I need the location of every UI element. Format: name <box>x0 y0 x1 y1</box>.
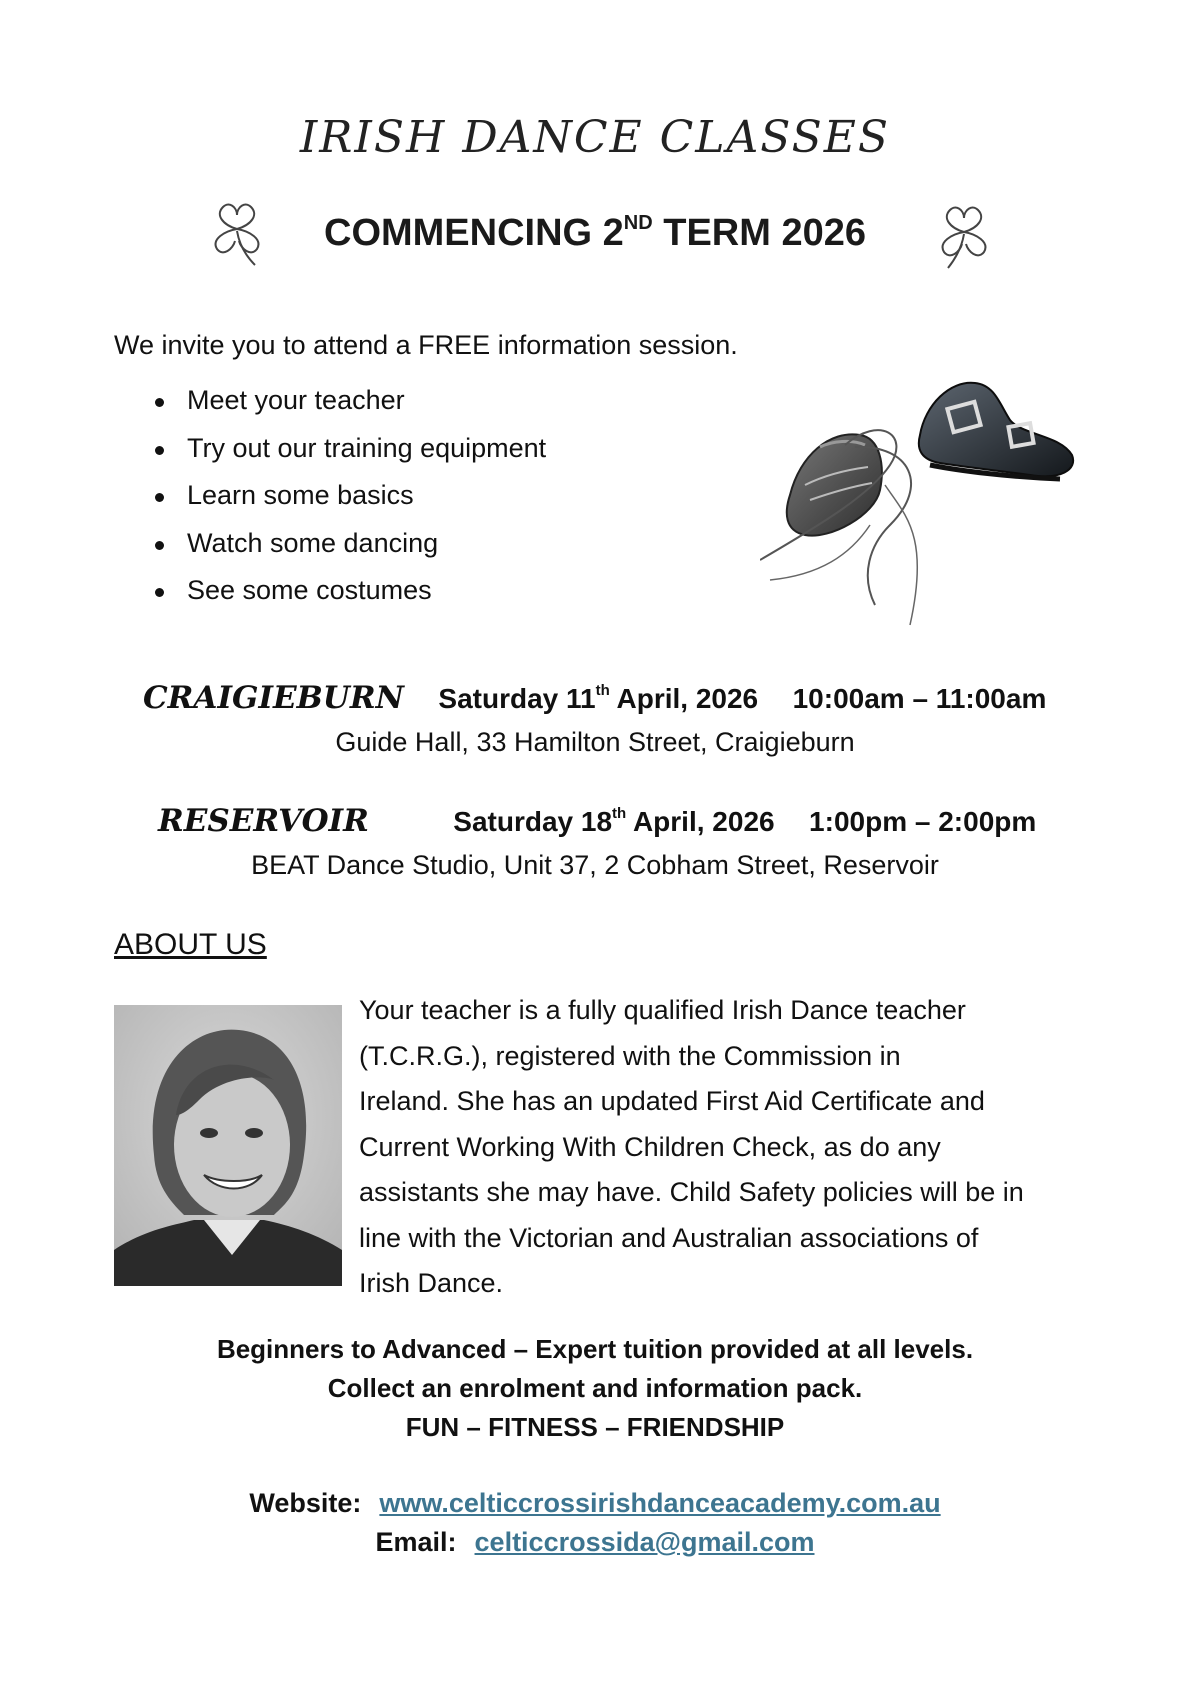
about-line: (T.C.R.G.), registered with the Commission in <box>359 1040 901 1071</box>
tagline: Collect an enrolment and information pack. <box>327 1373 863 1403</box>
list-item: Try out our training equipment <box>155 433 546 481</box>
shamrock-icon <box>205 195 269 269</box>
about-line: Ireland. She has an updated First Aid Certificate and <box>359 1086 985 1116</box>
subtitle-prefix: COMMENCING 2 <box>324 212 624 254</box>
tagline: FUN – FITNESS – FRIENDSHIP <box>405 1412 785 1442</box>
page-title: IRISH DANCE CLASSES <box>299 112 891 163</box>
about-text <box>359 988 1089 1307</box>
page-subtitle <box>0 212 1190 255</box>
date-prefix: Saturday 18 <box>453 806 613 837</box>
website-label: Website: <box>249 1488 362 1518</box>
email-line <box>0 1527 1190 1558</box>
session-reservoir <box>158 803 1036 839</box>
email-label: Email: <box>375 1527 457 1557</box>
subtitle-superscript: ND <box>623 212 653 234</box>
date-superscript: th <box>595 682 610 699</box>
session-venue: BEAT Dance Studio, Unit 37, 2 Cobham Street, Reservoir <box>251 850 939 880</box>
session-time: 1:00pm – 2:00pm <box>809 806 1037 837</box>
email-link[interactable]: celticcrossida@gmail.com <box>474 1527 815 1557</box>
session-date <box>453 806 774 837</box>
website-link[interactable]: www.celticcrossirishdanceacademy.com.au <box>379 1488 941 1518</box>
about-line: Your teacher is a fully qualified Irish Dance teacher <box>359 995 966 1025</box>
date-prefix: Saturday 11 <box>438 683 596 714</box>
session-time: 10:00am – 11:00am <box>792 683 1047 714</box>
about-line: line with the Victorian and Australian associations of <box>359 1222 979 1253</box>
date-suffix: April, 2026 <box>609 683 759 714</box>
teacher-photo <box>114 1005 342 1286</box>
session-venue: Guide Hall, 33 Hamilton Street, Craigieburn <box>335 727 855 757</box>
date-suffix: April, 2026 <box>626 806 775 837</box>
website-line <box>0 1488 1190 1519</box>
list-item: Watch some dancing <box>155 528 546 576</box>
about-line: assistants she may have. Child Safety policies will be in <box>359 1177 1024 1207</box>
dance-shoes-image <box>760 375 1080 630</box>
shamrock-icon <box>932 198 996 272</box>
about-heading: ABOUT US <box>114 928 267 961</box>
list-item: Learn some basics <box>155 480 546 528</box>
list-item: Meet your teacher <box>155 385 546 433</box>
date-superscript: th <box>612 805 627 822</box>
session-location: RESERVOIR <box>158 803 369 839</box>
tagline: Beginners to Advanced – Expert tuition provided at all levels. <box>216 1334 974 1364</box>
subtitle-suffix: TERM 2026 <box>652 212 866 254</box>
list-item: See some costumes <box>155 575 546 623</box>
session-date <box>438 683 758 714</box>
session-location: CRAIGIEBURN <box>143 680 404 716</box>
intro-text: We invite you to attend a FREE information session. <box>114 330 738 360</box>
about-line: Current Working With Children Check, as do any <box>359 1131 941 1162</box>
feature-list <box>155 385 546 623</box>
session-craigieburn <box>143 680 1046 716</box>
about-line: Irish Dance. <box>359 1268 504 1298</box>
